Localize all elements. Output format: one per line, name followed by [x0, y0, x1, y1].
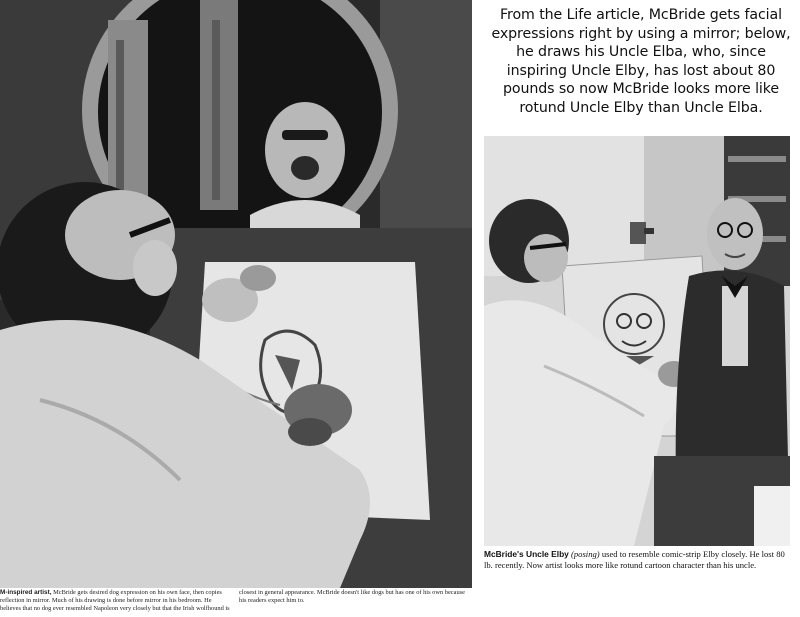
reflected-face: [265, 102, 345, 198]
right-caption-lead: McBride's Uncle Elby: [484, 549, 569, 559]
uncle-face: [707, 198, 763, 270]
right-caption-body: used to resemble comic-strip Elby closely. He lost 80 lb. recently. Now artist looks more like rotund cartoon character than his uncle.: [484, 549, 785, 570]
uncle-elba-photo-illustration: [484, 136, 790, 546]
uncle-elba-photo: [484, 136, 790, 546]
right-photo-caption: [484, 549, 794, 571]
intro-text: From the Life article, McBride gets facial expressions right by using a mirror; below, he draws his Uncle Elba, who, since inspiring Uncle Elby, has lost about 80 pounds so now McBride looks more like rotund Uncle Elby than Uncle Elba.: [491, 7, 791, 116]
left-caption-lead: M-inspired artist,: [0, 589, 52, 596]
right-caption-italic: (posing): [571, 549, 600, 559]
left-caption-body: McBride gets desired dog expression on his own face, then copies reflection in mirror. Much of his drawing is done before mirror in his bedroom. He believes that no dog ever resembled Napoleon very closely but that the Irish wolfhound is closest in general appearance. McBride doesn't like dogs but has one of his own because his readers expect him to.: [0, 589, 465, 612]
left-photo-caption: [0, 589, 470, 617]
